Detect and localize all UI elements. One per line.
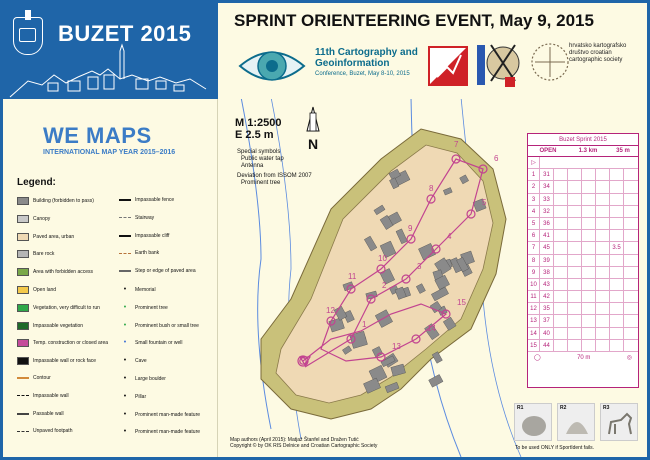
legend-item	[119, 357, 219, 365]
cd-cell	[610, 279, 624, 290]
control-photos	[514, 403, 640, 443]
cd-cell	[610, 315, 624, 326]
legend-item	[17, 375, 117, 381]
cd-cell	[596, 194, 610, 205]
legend-line-swatch	[119, 270, 131, 272]
legend-line-swatch	[17, 395, 29, 396]
legend-line-swatch	[119, 199, 131, 201]
cd-start-row	[528, 157, 638, 169]
cd-cell	[554, 218, 568, 229]
cd-cell	[568, 242, 582, 253]
legend-item	[119, 393, 219, 401]
cd-cell	[582, 328, 596, 339]
legend-item	[17, 286, 117, 294]
control-number: 8	[429, 184, 434, 193]
legend-label: Contour	[33, 375, 51, 381]
cd-code: 33	[540, 194, 554, 205]
cd-cell	[554, 181, 568, 192]
legend-point-symbol: •	[123, 428, 127, 436]
cd-row	[528, 169, 638, 181]
cd-cell	[568, 218, 582, 229]
deviation-prominent-tree: Prominent tree	[241, 180, 281, 186]
cd-cell	[624, 181, 638, 192]
cd-rows	[528, 169, 638, 352]
control-number: 11	[348, 272, 357, 281]
legend-item	[17, 268, 117, 276]
legend-item	[119, 339, 219, 347]
cd-seq: 5	[528, 218, 540, 229]
legend-item	[119, 286, 219, 294]
control-number: 1	[362, 320, 367, 329]
cd-cell	[624, 206, 638, 217]
cd-row	[528, 279, 638, 291]
legend-label: Impassable cliff	[135, 232, 170, 239]
legend-line-swatch	[119, 217, 131, 218]
cd-cell	[624, 218, 638, 229]
special-symbol-water-tap: Public water tap	[241, 156, 284, 162]
cd-row	[528, 303, 638, 315]
legend-label: Earth bank	[135, 250, 160, 257]
cd-cell	[624, 315, 638, 326]
legend-label: Vegetation, very difficult to run	[33, 304, 100, 311]
cd-cell	[624, 328, 638, 339]
cd-seq: 6	[528, 230, 540, 241]
cd-cell	[554, 328, 568, 339]
cd-cell	[554, 303, 568, 314]
cd-cell	[624, 242, 638, 253]
cd-cell	[568, 340, 582, 351]
cd-header-row	[528, 146, 638, 157]
photo-r3-label: R3	[603, 405, 610, 411]
control-number: 3	[417, 262, 422, 271]
cd-cell	[624, 169, 638, 180]
cd-seq: 3	[528, 194, 540, 205]
cd-title: Buzet Sprint 2015	[528, 134, 638, 146]
cd-cell	[596, 242, 610, 253]
cd-cell	[568, 315, 582, 326]
legend-item	[119, 375, 219, 383]
cd-row	[528, 255, 638, 267]
north-arrow-icon	[301, 105, 325, 155]
cd-cell	[554, 206, 568, 217]
cd-cell	[610, 328, 624, 339]
legend-label: Impassable fence	[135, 197, 175, 203]
legend-label: Impassable vegetation	[33, 322, 84, 329]
society-name: hrvatsko kartografsko društvo croatian cartographic society	[569, 43, 627, 63]
cd-cell	[610, 303, 624, 314]
legend-area-swatch	[17, 357, 29, 365]
legend-area-swatch	[17, 286, 29, 294]
cd-cell	[568, 267, 582, 278]
control-number: 9	[408, 224, 413, 233]
city-banner	[3, 3, 218, 99]
cd-cell	[596, 291, 610, 302]
conference-title: 11th Cartography and Geoinformation	[315, 47, 418, 69]
cd-cell	[568, 279, 582, 290]
cd-cell	[554, 255, 568, 266]
cd-seq: 1	[528, 169, 540, 180]
photo-r1	[514, 403, 552, 441]
cd-cell	[624, 279, 638, 290]
legend-label: Step or edge of paved area	[135, 268, 196, 275]
cd-cell	[610, 291, 624, 302]
cd-cell	[610, 255, 624, 266]
legend-label: Small fountain or well	[135, 340, 183, 347]
cd-seq: 8	[528, 255, 540, 266]
cd-cell	[610, 218, 624, 229]
cd-cell: 3.5	[610, 242, 624, 253]
legend-label: Cave	[135, 358, 147, 365]
cd-code: 41	[540, 230, 554, 241]
control-description-sheet	[527, 133, 639, 388]
cd-cell	[568, 206, 582, 217]
cartographic-society-logo-icon	[529, 41, 571, 83]
legend-item	[119, 233, 219, 239]
control-number: 15	[457, 298, 466, 307]
cd-code: 35	[540, 303, 554, 314]
cd-cell	[624, 255, 638, 266]
map-frame	[3, 3, 647, 457]
legend-item	[17, 322, 117, 330]
contour-interval: E 2.5 m	[235, 129, 274, 141]
cd-cell	[596, 267, 610, 278]
cd-cell	[610, 181, 624, 192]
legend-item	[17, 215, 117, 223]
cd-cell	[596, 230, 610, 241]
legend-line-swatch	[17, 377, 29, 379]
cd-cell	[610, 340, 624, 351]
control-number: 14	[427, 324, 436, 333]
cd-seq: 9	[528, 267, 540, 278]
legend-label: Impassable wall or rock face	[33, 358, 97, 365]
cd-code: 42	[540, 291, 554, 302]
cd-row	[528, 242, 638, 254]
control-number: 13	[392, 342, 401, 351]
legend-label: Bare rock	[33, 251, 55, 258]
control-number: 2	[382, 281, 387, 290]
cd-cell	[624, 230, 638, 241]
cd-row	[528, 291, 638, 303]
legend-label: Building (forbidden to pass)	[33, 198, 94, 204]
north-label: N	[307, 136, 319, 152]
legend-label: Prominent man-made feature	[135, 429, 201, 436]
legend-area-swatch	[17, 250, 29, 258]
legend-item	[17, 428, 117, 434]
cd-row	[528, 340, 638, 352]
cd-cell	[610, 169, 624, 180]
cd-code: 31	[540, 169, 554, 180]
scale-ratio: M 1:2500	[235, 117, 282, 129]
cd-climb: 35 m	[616, 148, 630, 154]
cd-code: 32	[540, 206, 554, 217]
control-number: 5	[482, 198, 487, 207]
legend-item	[17, 393, 117, 399]
cd-cell	[582, 315, 596, 326]
cd-cell	[582, 303, 596, 314]
map-scale	[235, 117, 281, 141]
cd-cell	[596, 255, 610, 266]
legend-point-symbol: •	[123, 410, 127, 418]
legend-item	[119, 411, 219, 419]
legend-area-swatch	[17, 215, 29, 223]
credits-authors: Map authors (April 2015): Matjaž Štanfel and Dražen Tutić	[230, 437, 359, 443]
legend-label: Area with forbidden access	[33, 269, 94, 276]
cd-cell	[596, 315, 610, 326]
legend-label: Pillar	[135, 393, 147, 400]
cd-cell	[568, 169, 582, 180]
cd-cell	[568, 303, 582, 314]
legend-area-swatch	[17, 304, 29, 312]
cd-seq: 12	[528, 303, 540, 314]
cd-cell	[582, 340, 596, 351]
cd-cell	[596, 169, 610, 180]
legend-area-swatch	[17, 268, 29, 276]
legend-area-swatch	[17, 322, 29, 330]
cd-row	[528, 194, 638, 206]
cd-seq: 11	[528, 291, 540, 302]
cd-cell	[554, 340, 568, 351]
cd-cell	[582, 267, 596, 278]
legend-item	[119, 268, 219, 274]
conference-subtitle: Conference, Buzet, May 8-10, 2015	[315, 71, 410, 77]
cd-cell	[624, 291, 638, 302]
cd-cell	[624, 194, 638, 205]
start-triangle-icon: ▷	[528, 157, 540, 168]
legend-item	[17, 233, 117, 241]
cd-cell	[554, 315, 568, 326]
cd-row	[528, 315, 638, 327]
cd-class: OPEN	[539, 148, 557, 154]
finish-circle-icon: ◎	[626, 355, 632, 361]
cd-cell	[596, 279, 610, 290]
legend-area-swatch	[17, 339, 29, 347]
photo-r2-label: R2	[560, 405, 567, 411]
legend-label: Unpaved footpath	[33, 428, 73, 435]
legend-label: Prominent tree	[135, 304, 168, 311]
legend-label: Large boulder	[135, 376, 166, 382]
legend-area-swatch	[17, 197, 29, 205]
cd-cell	[596, 206, 610, 217]
legend-item	[119, 304, 219, 312]
international-map-year: INTERNATIONAL MAP YEAR 2015–2016	[43, 149, 176, 156]
legend-panel	[3, 99, 218, 457]
club-logo-icon	[427, 41, 469, 91]
cd-cell	[582, 194, 596, 205]
cd-seq: 14	[528, 328, 540, 339]
deviation-heading: Deviation from ISSOM 2007	[237, 173, 312, 179]
cd-cell	[554, 279, 568, 290]
legend-item	[119, 215, 219, 221]
cd-code: 34	[540, 181, 554, 192]
cd-cell	[554, 230, 568, 241]
cd-code: 38	[540, 267, 554, 278]
sportident-note: To be used ONLY if SportIdent fails.	[515, 445, 595, 451]
cd-cell	[624, 303, 638, 314]
legend-line-swatch	[119, 235, 131, 237]
cd-code: 43	[540, 279, 554, 290]
legend-point-symbol: •	[123, 339, 127, 347]
cd-code: 40	[540, 328, 554, 339]
cd-cell	[582, 230, 596, 241]
legend-line-swatch	[17, 413, 29, 415]
photo-r2	[557, 403, 595, 441]
cd-cell	[554, 291, 568, 302]
cd-cell	[582, 242, 596, 253]
legend-label: Prominent bush or small tree	[135, 322, 199, 329]
finish-arrow-icon: ◯	[534, 355, 541, 361]
cd-cell	[582, 255, 596, 266]
legend-point-symbol: •	[123, 357, 127, 365]
cd-cell	[610, 194, 624, 205]
cd-code: 37	[540, 315, 554, 326]
cd-seq: 15	[528, 340, 540, 351]
legend-label: Impassable wall	[33, 392, 69, 399]
cd-cell	[554, 267, 568, 278]
cd-cell	[624, 340, 638, 351]
legend-area-swatch	[17, 233, 29, 241]
cd-cell	[554, 194, 568, 205]
cd-cell	[568, 194, 582, 205]
cd-row	[528, 206, 638, 218]
cd-row	[528, 230, 638, 242]
cd-cell	[582, 206, 596, 217]
cd-row	[528, 328, 638, 340]
cd-cell	[582, 279, 596, 290]
cd-cell	[582, 169, 596, 180]
cd-cell	[568, 328, 582, 339]
legend-item	[17, 411, 117, 417]
cd-length: 1.3 km	[578, 148, 598, 154]
cd-seq: 2	[528, 181, 540, 192]
cd-cell	[582, 218, 596, 229]
cd-cell	[596, 181, 610, 192]
special-symbols-heading: Special symbols	[237, 149, 281, 155]
cd-cell	[596, 328, 610, 339]
photo-r1-label: R1	[517, 405, 524, 411]
legend-item	[119, 250, 219, 256]
legend-item	[17, 357, 117, 365]
control-number: 12	[326, 306, 335, 315]
cd-row	[528, 267, 638, 279]
legend-item	[119, 428, 219, 436]
we-maps-logo: WE MAPS	[43, 123, 152, 148]
cd-cell	[596, 340, 610, 351]
cd-cell	[596, 218, 610, 229]
conference-eye-logo-icon	[237, 41, 307, 91]
legend-item	[119, 197, 219, 203]
cd-finish-row	[528, 352, 638, 364]
legend-point-symbol: •	[123, 392, 127, 400]
legend-title: Legend:	[17, 177, 56, 188]
cd-cell	[610, 267, 624, 278]
cd-finish-distance: 70 m	[577, 355, 591, 361]
cd-cell	[554, 242, 568, 253]
legend-item	[17, 197, 117, 205]
legend-point-symbol: •	[123, 375, 127, 382]
special-symbol-antenna: Antenna	[241, 163, 264, 169]
city-title: BUZET 2015	[58, 21, 192, 46]
cd-code: 36	[540, 218, 554, 229]
cd-row	[528, 181, 638, 193]
legend-item	[17, 250, 117, 258]
control-number: 7	[454, 140, 459, 149]
legend-point-symbol: •	[123, 286, 127, 293]
cd-cell	[596, 303, 610, 314]
legend-item	[17, 304, 117, 312]
cd-seq: 4	[528, 206, 540, 217]
legend-line-swatch	[17, 431, 29, 432]
legend-item	[17, 339, 117, 347]
orienteering-club-logo-icon	[475, 39, 525, 91]
legend-point-symbol: •	[123, 303, 127, 311]
legend-label: Open land	[33, 287, 57, 293]
legend-label: Passable wall	[33, 410, 64, 417]
cd-seq: 10	[528, 279, 540, 290]
cd-cell	[624, 267, 638, 278]
cd-cell	[568, 181, 582, 192]
photo-r3	[600, 403, 638, 441]
cd-code: 45	[540, 242, 554, 253]
control-number: 6	[494, 154, 499, 163]
cd-cell	[568, 291, 582, 302]
control-number: 4	[447, 232, 452, 241]
cd-cell	[582, 181, 596, 192]
cd-cell	[554, 169, 568, 180]
event-title: SPRINT ORIENTEERING EVENT, May 9, 2015	[234, 11, 594, 30]
legend-label: Prominent man-made feature	[135, 411, 201, 418]
cd-cell	[568, 230, 582, 241]
cd-cell	[610, 230, 624, 241]
legend-label: Memorial	[135, 287, 156, 293]
legend-point-symbol: •	[123, 321, 127, 329]
cd-seq: 13	[528, 315, 540, 326]
cd-seq: 7	[528, 242, 540, 253]
map-credits	[230, 437, 377, 449]
legend-item	[119, 322, 219, 330]
legend-line-swatch	[119, 253, 131, 254]
cd-cell	[568, 255, 582, 266]
legend-label: Canopy	[33, 215, 51, 222]
legend-label: Paved area, urban	[33, 233, 75, 240]
cd-row	[528, 218, 638, 230]
town-skyline-icon	[8, 41, 213, 99]
control-number: 10	[378, 254, 387, 263]
cd-cell	[582, 291, 596, 302]
cd-code: 39	[540, 255, 554, 266]
cd-cell	[610, 206, 624, 217]
legend-label: Temp. construction or closed area	[33, 340, 109, 347]
legend-label: Stairway	[135, 214, 155, 221]
cd-code: 44	[540, 340, 554, 351]
credits-copyright: Copyright © by OK RIS Delnice and Croatian Cartographic Society	[230, 443, 378, 449]
